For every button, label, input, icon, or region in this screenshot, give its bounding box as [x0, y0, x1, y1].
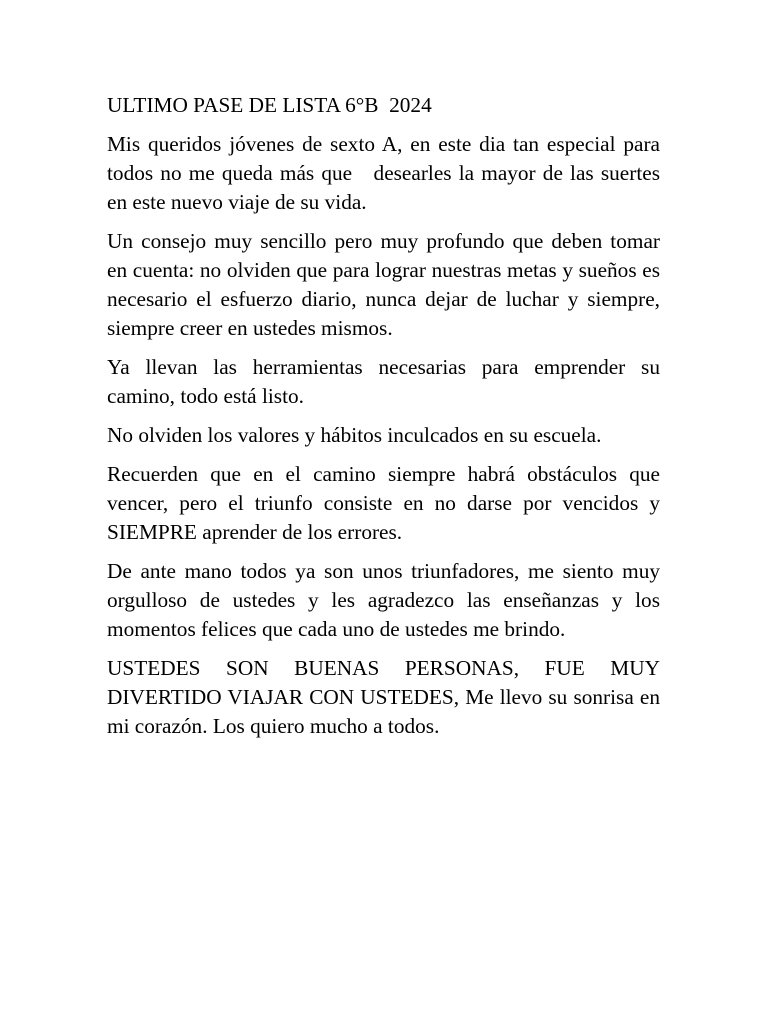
paragraph-obstacles: Recuerden que en el camino siempre habrá obstáculos que vencer, pero el triunfo consiste en no darse por vencidos y SIEMPRE aprender de los errores. — [107, 462, 666, 544]
paragraph-tools: Ya llevan las herramientas necesarias para emprender su camino, todo está listo. — [107, 355, 666, 408]
paragraph-greeting: Mis queridos jóvenes de sexto A, en este dia tan especial para todos no me queda más que desearles la mayor de las suertes en este nuevo viaje de su vida. — [107, 132, 666, 214]
paragraph-advice: Un consejo muy sencillo pero muy profundo que deben tomar en cuenta: no olviden que para lograr nuestras metas y sueños es necesario el esfuerzo diario, nunca dejar de luchar y siempre, siempre creer en ustedes mismos. — [107, 229, 666, 340]
paragraph-gratitude: De ante mano todos ya son unos triunfadores, me siento muy orgulloso de ustedes y les agradezco las enseñanzas y los momentos felices que cada uno de ustedes me brindo. — [107, 559, 666, 641]
document-body — [107, 91, 666, 751]
document-title: ULTIMO PASE DE LISTA 6°B 2024 — [107, 93, 432, 117]
paragraph-values: No olviden los valores y hábitos inculcados en su escuela. — [107, 423, 602, 447]
paragraph-closing: USTEDES SON BUENAS PERSONAS, FUE MUY DIVERTIDO VIAJAR CON USTEDES, Me llevo su sonrisa en mi corazón. Los quiero mucho a todos. — [107, 656, 666, 738]
